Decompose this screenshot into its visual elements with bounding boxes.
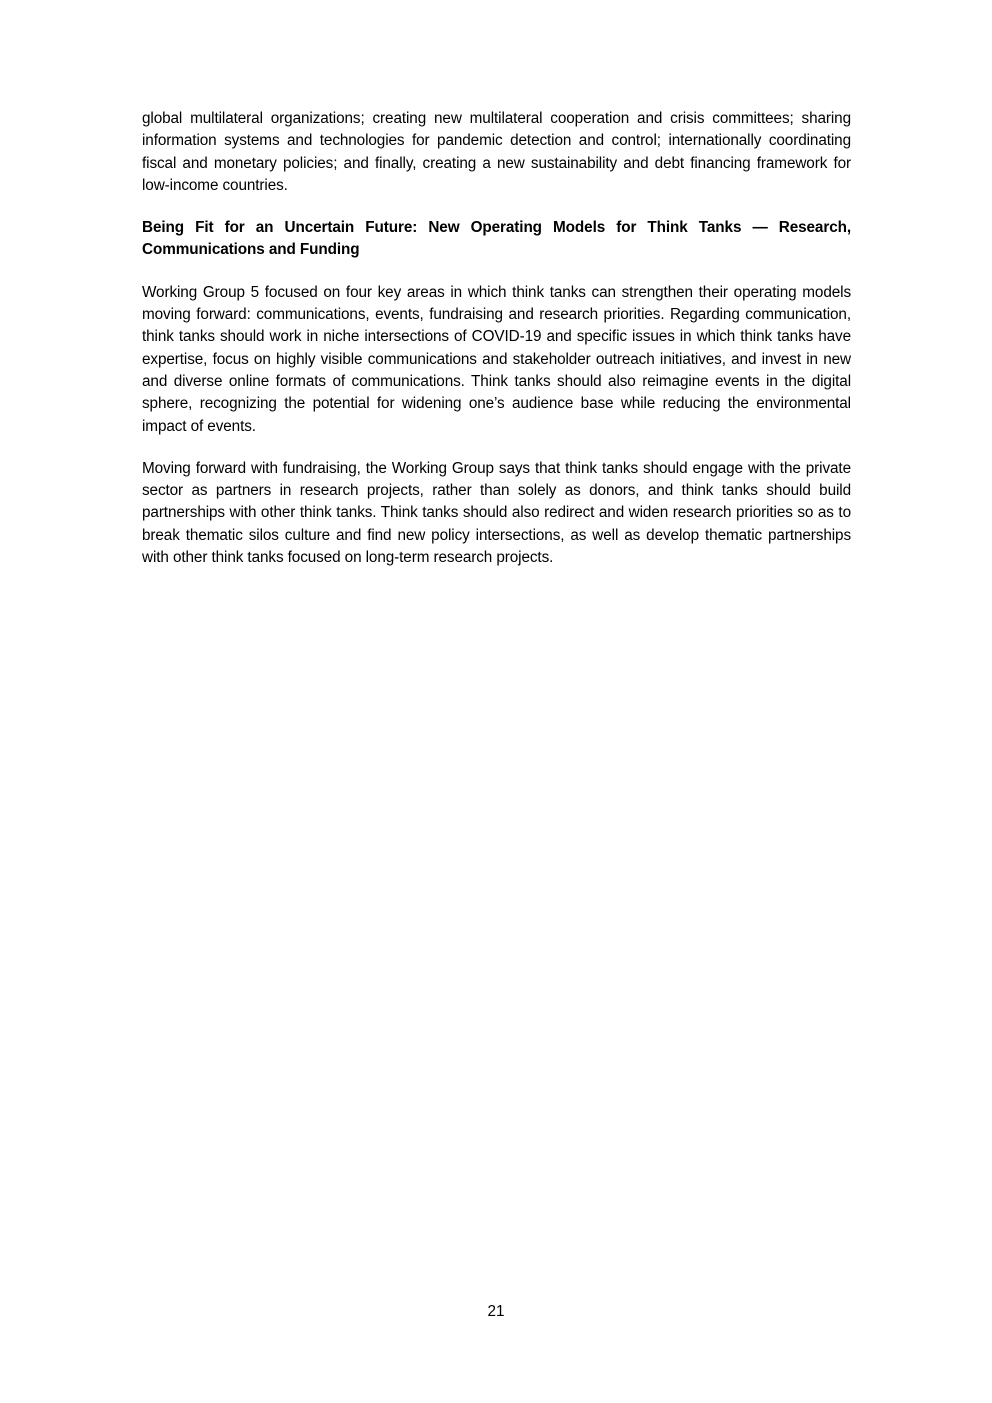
paragraph-working-group-5: Working Group 5 focused on four key areas in which think tanks can strengthen their operating models moving forward: communications, events, fundraising and research priorities. Regarding communication, think tanks should work in niche intersections of COVID-19 and specific issues in which think tanks have expertise, focus on highly visible communications and stakeholder outreach initiatives, and invest in new and diverse online formats of communications. Think tanks should also reimagine events in the digital sphere, recognizing the potential for widening one’s audience base while reducing the environmental impact of events.	[142, 283, 851, 435]
page-content	[142, 108, 851, 589]
paragraph-continuation: global multilateral organizations; creating new multilateral cooperation and crisis committees; sharing information systems and technologies for pandemic detection and control; internationally coordinating fiscal and monetary policies; and finally, creating a new sustainability and debt financing framework for low-income countries.	[142, 110, 851, 194]
section-heading: Being Fit for an Uncertain Future: New Operating Models for Think Tanks — Research, Communications and Funding	[142, 219, 851, 259]
paragraph-fundraising: Moving forward with fundraising, the Working Group says that think tanks should engage with the private sector as partners in research projects, rather than solely as donors, and think tanks should build partnerships with other think tanks. Think tanks should also redirect and widen research priorities so as to break thematic silos culture and find new policy intersections, as well as develop thematic partnerships with other think tanks focused on long-term research projects.	[142, 459, 851, 567]
page-number: 21	[487, 1303, 505, 1320]
